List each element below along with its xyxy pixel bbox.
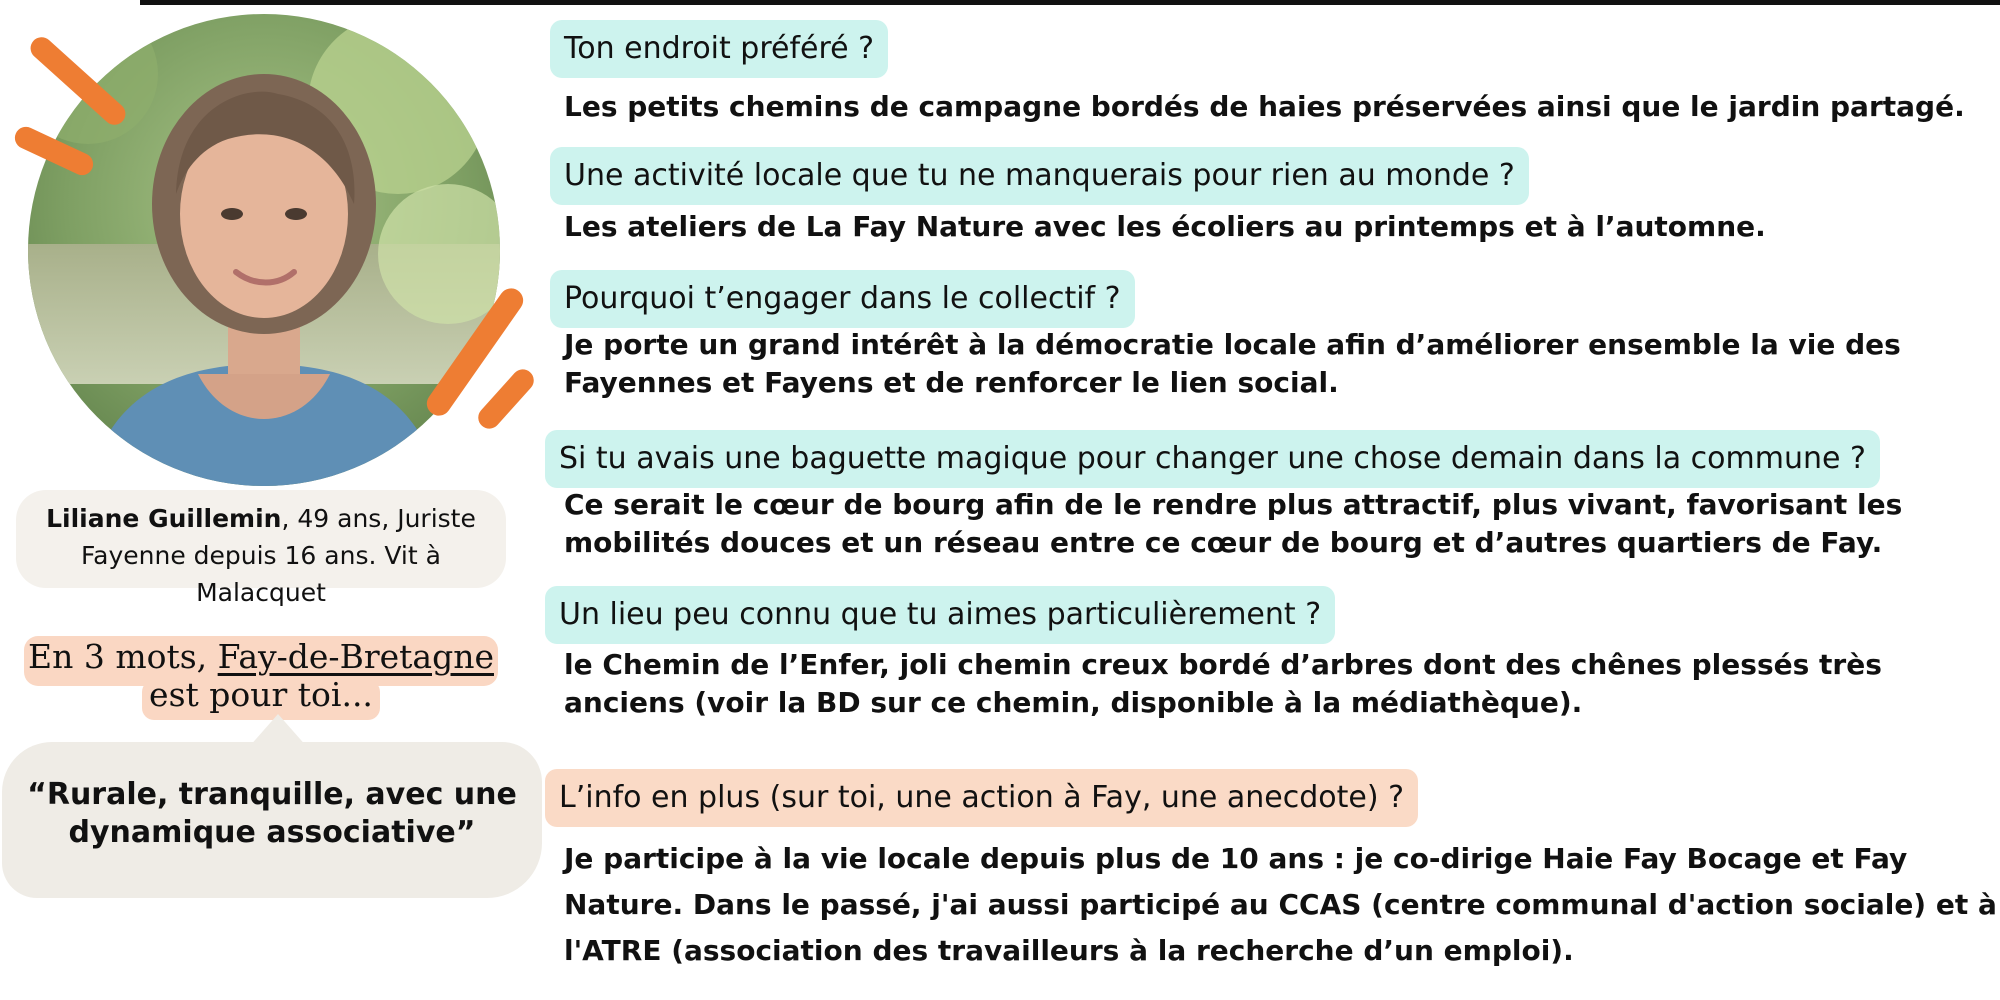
accent-stroke: [474, 365, 539, 433]
answer-line: Les petits chemins de campagne bordés de haies préservées ainsi que le jardin partagé.: [564, 90, 1965, 123]
three-words-title: [24, 638, 498, 714]
answer-text: [564, 486, 1902, 562]
three-words-prefix: En 3 mots,: [28, 637, 218, 676]
question-pill: Une activité locale que tu ne manquerais pour rien au monde ?: [550, 147, 1529, 205]
answer-text: [564, 208, 1766, 246]
answer-line: Les ateliers de La Fay Nature avec les écoliers au printemps et à l’automne.: [564, 210, 1766, 243]
answer-line: mobilités douces et un réseau entre ce cœur de bourg et d’autres quartiers de Fay.: [564, 526, 1883, 559]
quote-text: [20, 776, 524, 852]
question-pill: Un lieu peu connu que tu aimes particulièrement ?: [545, 586, 1335, 644]
profile-name: Liliane Guillemin: [46, 504, 282, 533]
question-pill: Ton endroit préféré ?: [550, 20, 888, 78]
question-pill-extra: L’info en plus (sur toi, une action à Fay, une anecdote) ?: [545, 769, 1418, 827]
answer-text: [564, 88, 1965, 126]
profile-card: [16, 490, 506, 607]
quote-line: “Rurale, tranquille, avec une: [27, 777, 517, 812]
answer-line: Ce serait le cœur de bourg afin de le rendre plus attractif, plus vivant, favorisant les: [564, 488, 1903, 521]
answer-line: Nature. Dans le passé, j'ai aussi participé au CCAS (centre communal d'action sociale) et à: [564, 888, 1997, 921]
three-words-town: Fay-de-Bretagne: [217, 637, 494, 676]
answer-text: [564, 836, 1997, 974]
answer-line: l'ATRE (association des travailleurs à la recherche d’un emploi).: [564, 934, 1574, 967]
question-pill: Si tu avais une baguette magique pour changer une chose demain dans la commune ?: [545, 430, 1880, 488]
question-pill: Pourquoi t’engager dans le collectif ?: [550, 270, 1135, 328]
answer-line: Je porte un grand intérêt à la démocratie locale afin d’améliorer ensemble la vie des: [564, 328, 1901, 361]
answer-line: Fayennes et Fayens et de renforcer le lien social.: [564, 366, 1339, 399]
profile-details: , 49 ans, Juriste: [281, 504, 476, 533]
quote-line: dynamique associative”: [68, 815, 476, 850]
top-rule: [140, 0, 2000, 5]
answer-line: le Chemin de l’Enfer, joli chemin creux bordé d’arbres dont des chênes plessés très: [564, 648, 1882, 681]
answer-line: Je participe à la vie locale depuis plus de 10 ans : je co-dirige Haie Fay Bocage et Fay: [564, 842, 1908, 875]
answer-text: [564, 326, 1901, 402]
three-words-suffix: est pour toi...: [149, 675, 373, 714]
profile-residence: Fayenne depuis 16 ans. Vit à Malacquet: [81, 541, 441, 607]
answer-line: anciens (voir la BD sur ce chemin, disponible à la médiathèque).: [564, 686, 1583, 719]
answer-text: [564, 646, 1882, 722]
